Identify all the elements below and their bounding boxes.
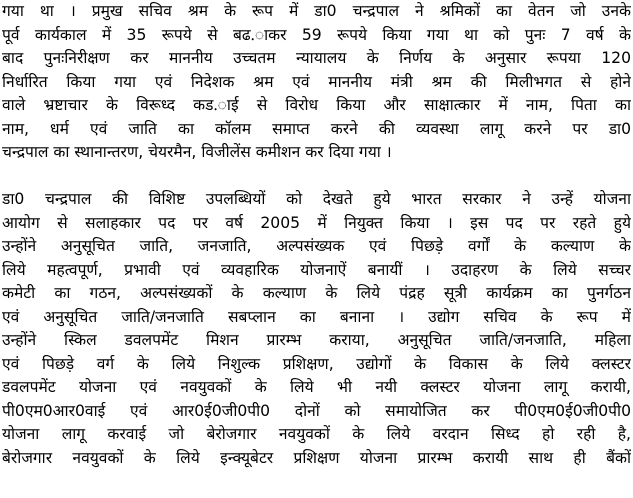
text-line: कमेटी का गठन, अल्पसंख्यकों के कल्याण के लिये पंद्रह सूत्री कार्यक्रम का पुनर्गठन	[2, 284, 631, 302]
paragraph-1	[2, 0, 631, 165]
text-line: उन्होंने अनुसूचित जाति, जनजाति, अल्पसंख्यक एवं पिछड़े वर्गों के कल्याण के	[2, 237, 631, 255]
text-line: आयोग से सलाहकार पद पर वर्ष 2005 में नियुक्त किया । इस पद पर रहते हुये	[2, 213, 631, 232]
text-line: बेरोजगार नवयुवकों के लिये इन्क्यूबेटर प्रशिक्षण योजना प्रारम्भ करायी साथ ही बैंकों	[2, 448, 631, 467]
text-line: वाले भ्रष्टाचार के विरूध्द कड.ाई से विरोध किया और साक्षात्कार में नाम, पिता का	[2, 96, 631, 114]
text-line: निर्धारित किया गया एवं निदेशक श्रम एवं माननीय मंत्री श्रम की मिलीभगत से होने	[2, 72, 631, 91]
text-line: लिये महत्वपूर्ण, प्रभावी एवं व्यवहारिक योजनाऐं बनायीं । उदाहरण के लिये सच्चर	[2, 260, 631, 279]
text-line: डा0 चन्द्रपाल की विशिष्ट उपलब्धियों को देखते हुये भारत सरकार ने उन्हें योजना	[2, 190, 631, 208]
paragraph-2	[2, 188, 631, 470]
text-line: एवं पिछड़े वर्ग के लिये निशुल्क प्रशिक्षण, उद्योगों के विकास के लिये क्लस्टर	[2, 354, 631, 373]
text-line: बाद पुनःनिरीक्षण कर माननीय उच्चतम न्यायालय के निर्णय के अनुसार रूपया 120	[2, 49, 631, 67]
text-line: गया था । प्रमुख सचिव श्रम के रूप में डा0 चन्द्रपाल ने श्रमिकों का वेतन जो उनके	[2, 2, 631, 20]
text-line: डवलपमेंट योजना एवं नवयुवकों के लिये भी नयी क्लस्टर योजना लागू करायी,	[2, 378, 631, 396]
text-line: उन्होंने स्किल डवलपमेंट मिशन प्रारम्भ कराया, अनुसूचित जाति/जनजाति, महिला	[2, 331, 631, 349]
text-line: नाम, धर्म एवं जाति का कॉलम समाप्त करने की व्यवस्था लागू करने पर डा0	[2, 119, 631, 138]
paragraph-spacer	[2, 165, 631, 189]
text-line: चन्द्रपाल का स्थानान्तरण, चेयरमैन, विजीलेंस कमीशन कर दिया गया ।	[2, 143, 392, 161]
text-line: योजना लागू करवाई जो बेरोजगार नवयुवकों के लिये वरदान सिध्द हो रही है,	[2, 425, 631, 443]
text-line: एवं अनुसूचित जाति/जनजाति सबप्लान का बनाना । उद्योग सचिव के रूप में	[2, 307, 631, 326]
text-line: पूर्व कार्यकाल में 35 रूपये से बढ.ाकर 59 रूपये किया गया था को पुनः 7 वर्ष के	[2, 25, 631, 44]
text-line: पी0एम0आर0वाई एवं आर0ई0जी0पी0 दोनों को समायोजित कर पी0एम0ई0जी0पी0	[2, 401, 631, 420]
